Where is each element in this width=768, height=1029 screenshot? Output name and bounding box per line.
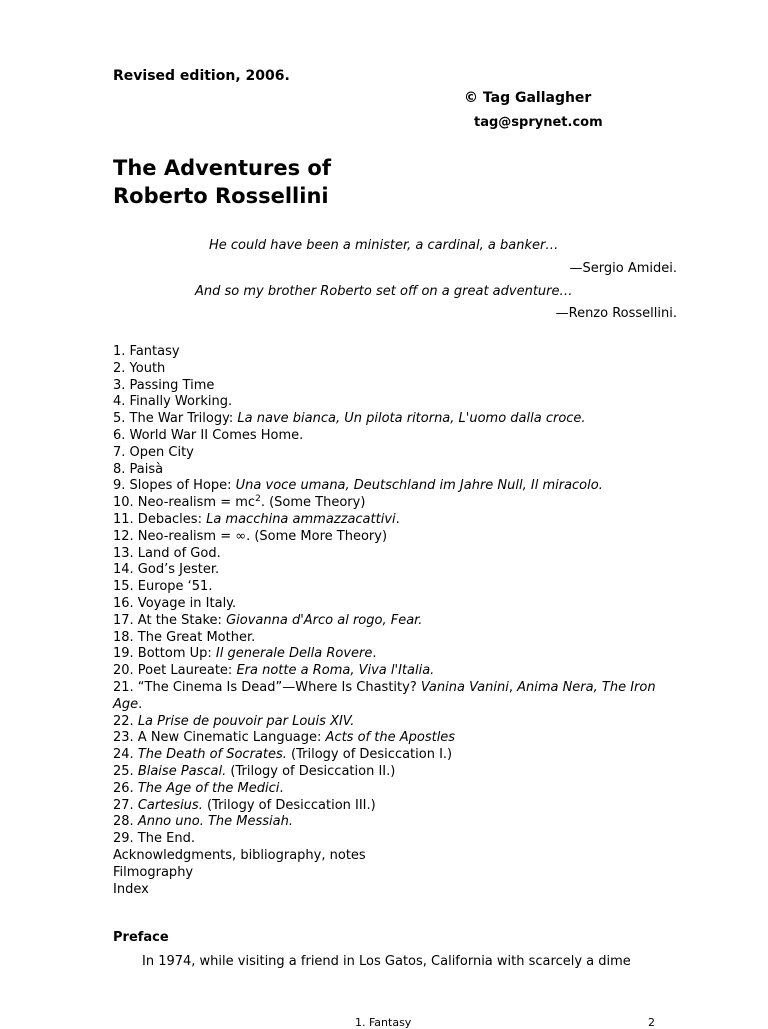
- copyright-author: © Tag Gallagher: [464, 90, 592, 106]
- toc-entry: [113, 361, 683, 378]
- toc-entry: [113, 512, 683, 529]
- toc-entry-prefix: 16. Voyage in Italy.: [113, 595, 237, 611]
- epigraph-quote-2: And so my brother Roberto set off on a great adventure…: [195, 284, 573, 299]
- book-title-line-2: Roberto Rossellini: [113, 184, 329, 208]
- toc-entry-prefix: 6. World War II Comes Home.: [113, 427, 304, 443]
- toc-entry-works: Giovanna d'Arco al rogo, Fear.: [226, 612, 423, 628]
- toc-entry-prefix: 10. Neo-realism = mc: [113, 495, 256, 511]
- toc-entry: [113, 344, 683, 361]
- toc-entry-prefix: 26.: [113, 780, 138, 796]
- toc-entry: [113, 747, 683, 764]
- toc-entry-sup: 2: [255, 494, 261, 505]
- author-email: tag@sprynet.com: [474, 115, 603, 130]
- epigraph-attribution-2: —Renzo Rossellini.: [555, 306, 677, 321]
- toc-entry-prefix: 23. A New Cinematic Language:: [113, 730, 326, 746]
- toc-entry-works: La Prise de pouvoir par Louis XIV.: [137, 713, 355, 729]
- toc-entry-prefix: 24.: [113, 747, 138, 763]
- toc-entry-prefix: 20. Poet Laureate:: [113, 663, 237, 679]
- edition-note: Revised edition, 2006.: [113, 68, 290, 84]
- toc-entry: [113, 495, 683, 512]
- toc-entry-works: La nave bianca, Un pilota ritorna, L'uomo dalla croce.: [237, 411, 586, 427]
- toc-entry: [113, 663, 683, 680]
- epigraph-attribution-1: —Sergio Amidei.: [569, 261, 677, 276]
- toc-entry: [113, 831, 683, 848]
- toc-entry: [113, 764, 683, 781]
- toc-entry: [113, 865, 683, 882]
- toc-entry-suffix: . (Some Theory): [260, 495, 366, 511]
- preface-heading: Preface: [113, 930, 169, 945]
- toc-entry-suffix: ,: [508, 679, 518, 695]
- toc-entry-works: Era notte a Roma, Viva l'Italia.: [236, 663, 435, 679]
- toc-entry: [113, 445, 683, 462]
- toc-entry-prefix: 27.: [113, 797, 138, 813]
- toc-entry-prefix: 4. Finally Working.: [113, 394, 233, 410]
- book-title: [113, 154, 331, 210]
- toc-entry: [113, 730, 683, 747]
- toc-entry-works: Cartesius.: [137, 797, 203, 813]
- toc-entry-prefix: 13. Land of God.: [113, 545, 221, 561]
- toc-entry-prefix: 3. Passing Time: [113, 377, 215, 393]
- preface-first-line: In 1974, while visiting a friend in Los Gatos, California with scarcely a dime: [142, 954, 631, 969]
- toc-entry: [113, 613, 683, 630]
- toc-entry: [113, 680, 683, 714]
- toc-entry: [113, 529, 683, 546]
- toc-entry-suffix: .: [372, 646, 377, 662]
- toc-entry-prefix: 29. The End.: [113, 831, 195, 847]
- toc-entry-works: Anno uno. The Messiah.: [137, 814, 293, 830]
- toc-entry-prefix: Index: [113, 881, 149, 897]
- toc-entry-prefix: 15. Europe ‘51.: [113, 579, 213, 595]
- toc-entry: [113, 378, 683, 395]
- toc-entry-prefix: 11. Debacles:: [113, 511, 207, 527]
- toc-entry: [113, 562, 683, 579]
- toc-entry: [113, 781, 683, 798]
- toc-entry-prefix: 8. Paisà: [113, 461, 164, 477]
- toc-entry: [113, 394, 683, 411]
- toc-entry-works: The Age of the Medici: [137, 780, 280, 796]
- toc-entry-works: Vanina Vanini: [420, 679, 509, 695]
- toc-entry-suffix2: .: [138, 696, 143, 712]
- toc-entry-works: The Death of Socrates.: [137, 747, 287, 763]
- table-of-contents: [113, 344, 683, 898]
- toc-entry-suffix: (Trilogy of Desiccation I.): [286, 747, 453, 763]
- toc-entry: [113, 630, 683, 647]
- toc-entry-prefix: 22.: [113, 713, 138, 729]
- toc-entry-prefix: 2. Youth: [113, 360, 166, 376]
- toc-entry: [113, 596, 683, 613]
- toc-entry-prefix: 28.: [113, 814, 138, 830]
- toc-entry-prefix: Acknowledgments, bibliography, notes: [113, 847, 366, 863]
- toc-entry: [113, 428, 683, 445]
- toc-entry-prefix: 12. Neo-realism = ∞. (Some More Theory): [113, 528, 388, 544]
- toc-entry-prefix: 18. The Great Mother.: [113, 629, 256, 645]
- toc-entry-suffix: (Trilogy of Desiccation III.): [202, 797, 376, 813]
- toc-entry-works: Il generale Della Rovere: [215, 646, 373, 662]
- toc-entry: [113, 714, 683, 731]
- toc-entry-prefix: 1. Fantasy: [113, 344, 180, 359]
- footer-page-number: 2: [648, 1016, 655, 1029]
- toc-entry-prefix: 25.: [113, 763, 138, 779]
- toc-entry-prefix: 17. At the Stake:: [113, 612, 227, 628]
- toc-entry-works: Blaise Pascal.: [137, 763, 227, 779]
- footer-section-title: 1. Fantasy: [355, 1016, 412, 1029]
- toc-entry: [113, 546, 683, 563]
- toc-entry-works: Acts of the Apostles: [325, 730, 456, 746]
- toc-entry-prefix: 14. God’s Jester.: [113, 562, 220, 578]
- toc-entry-works: Una voce umana, Deutschland im Jahre Null, Il miracolo.: [235, 478, 603, 494]
- toc-entry: [113, 411, 683, 428]
- toc-entry: [113, 646, 683, 663]
- toc-entry-suffix: .: [395, 511, 400, 527]
- toc-entry: [113, 579, 683, 596]
- toc-entry-prefix: 5. The War Trilogy:: [113, 411, 238, 427]
- toc-entry-prefix: 19. Bottom Up:: [113, 646, 216, 662]
- epigraph-quote-1: He could have been a minister, a cardinal, a banker…: [209, 238, 559, 253]
- toc-entry-suffix: (Trilogy of Desiccation II.): [226, 763, 396, 779]
- toc-entry-works: La macchina ammazzacattivi: [206, 511, 396, 527]
- toc-entry: [113, 462, 683, 479]
- toc-entry: [113, 848, 683, 865]
- toc-entry-prefix: Filmography: [113, 864, 194, 880]
- toc-entry-prefix: 9. Slopes of Hope:: [113, 478, 236, 494]
- toc-entry-prefix: 7. Open City: [113, 444, 194, 460]
- toc-entry: [113, 882, 683, 899]
- toc-entry-works2: Anima Nera, The Iron Age: [113, 679, 656, 712]
- toc-entry-suffix: .: [279, 780, 284, 796]
- toc-entry: [113, 478, 683, 495]
- toc-entry-prefix: 21. “The Cinema Is Dead”—Where Is Chastity?: [113, 679, 421, 695]
- toc-entry: [113, 814, 683, 831]
- book-title-line-1: The Adventures of: [113, 156, 331, 180]
- toc-entry: [113, 798, 683, 815]
